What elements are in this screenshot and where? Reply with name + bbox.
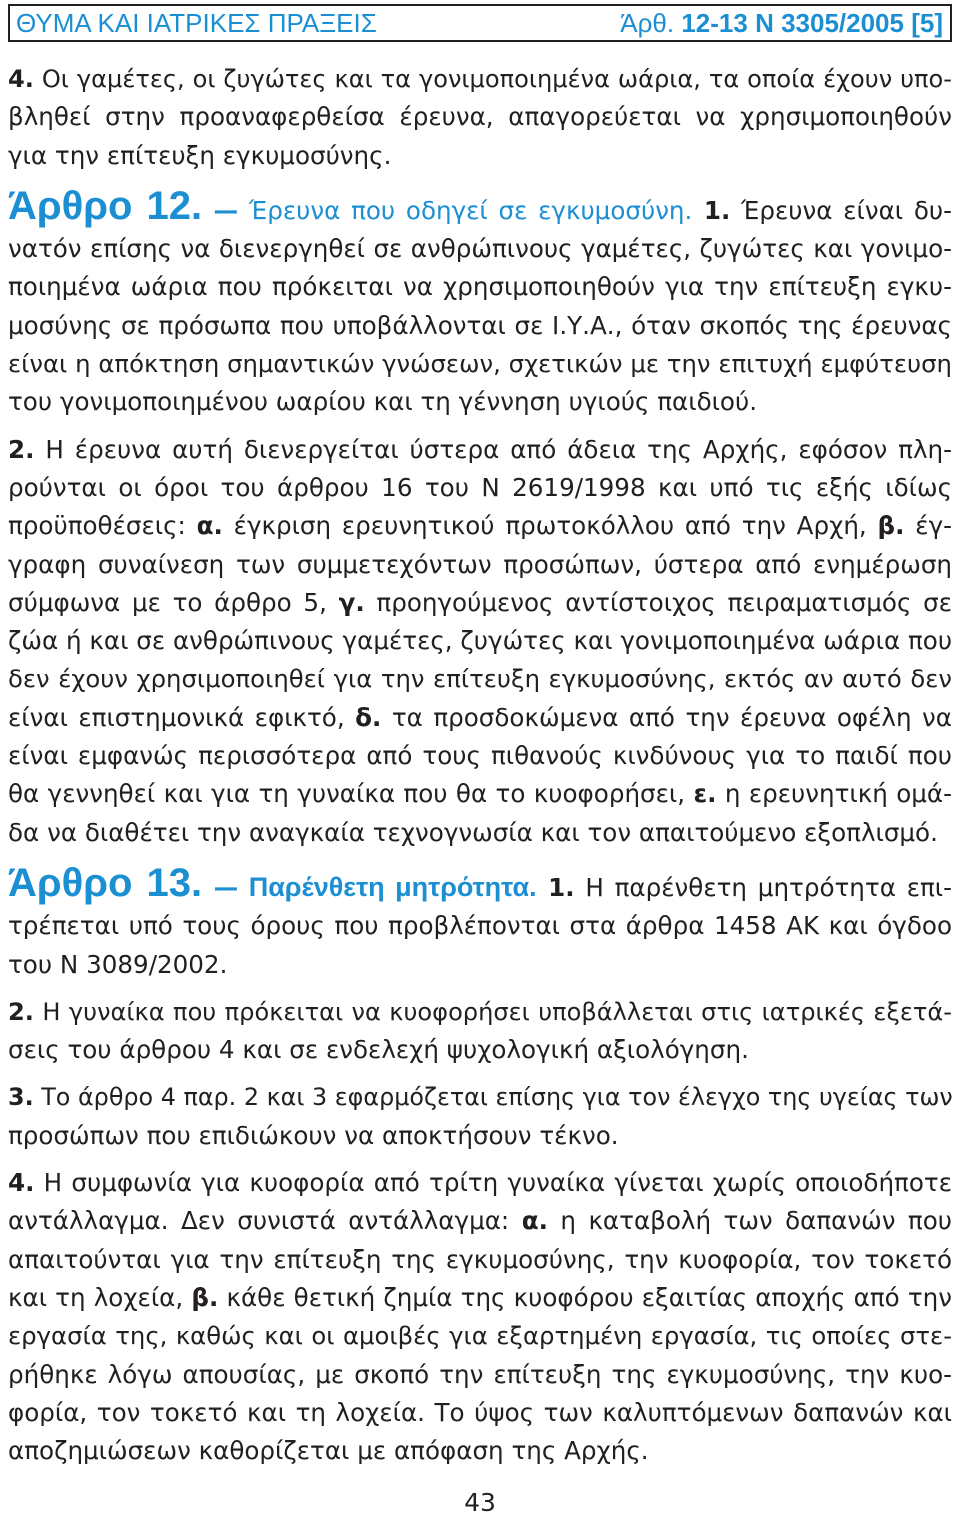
item-letter: α. xyxy=(196,511,223,541)
paragraph-number: 4. xyxy=(8,65,34,93)
text-line: δεν έχουν χρησιμοποιηθεί για την επίτευξη εγκυμοσύνης, εκτός αν αυτό δεν xyxy=(8,664,952,694)
text-line: ζώα ή και σε ανθρώπινους γαμέτες, ζυγώτες και γονιμοποιημένα ωάρια που xyxy=(8,626,953,656)
text-line: είναι επιστημονικά εφικτό, δ. τα προσδοκώμενα από την έρευνα οφέλη να xyxy=(8,702,952,732)
item-letter: α. xyxy=(521,1206,548,1236)
text-line: νατόν επίσης να διενεργηθεί σε ανθρώπινους γαμέτες, ζυγώτες και γονιμο- xyxy=(8,234,952,264)
article-12-paragraph-2 xyxy=(8,431,952,852)
text-line: 4. Η συμφωνία για κυοφορία από τρίτη γυναίκα γίνεται χωρίς οποιοδήποτε xyxy=(8,1168,952,1198)
item-letter: δ. xyxy=(355,702,382,732)
text-line: για την επίτευξη εγκυμοσύνης. xyxy=(8,140,392,170)
header-section-title: ΘΥΜΑ ΚΑΙ ΙΑΤΡΙΚΕΣ ΠΡΑΞΕΙΣ xyxy=(16,7,377,38)
text-line: Άρθρο 13. — Παρένθετη μητρότητα. 1. Η παρένθετη μητρότητα επι- xyxy=(8,860,952,905)
text-line: βληθεί στην προαναφερθείσα έρευνα, απαγορεύεται να χρησιμοποιηθούν xyxy=(8,102,952,132)
text-line: σύμφωνα με το άρθρο 5, γ. προηγούμενος αντίστοιχος πειραματισμός σε xyxy=(8,587,952,617)
header-article-ref xyxy=(620,8,943,39)
header-art-prefix: Άρθ. xyxy=(620,7,675,38)
text-line: τρέπεται υπό τους όρους που προβλέπονται στα άρθρα 1458 ΑΚ και όγδοο xyxy=(8,911,952,941)
item-letter: ε. xyxy=(693,779,717,809)
item-letter: β. xyxy=(877,511,905,541)
article-12-title: Άρθρο 12. xyxy=(8,183,203,228)
page-number: 43 xyxy=(464,1488,496,1517)
article-13-title: Άρθρο 13. xyxy=(8,860,203,905)
heading-dash: — xyxy=(202,195,239,225)
text-line: Άρθρο 12. — Έρευνα που οδηγεί σε εγκυμοσύνη. 1. Έρευνα είναι δυ- xyxy=(8,183,952,228)
text-line: και τη λοχεία, β. κάθε θετική ζημία της κυοφόρου εξαιτίας αποχής από την xyxy=(8,1282,952,1312)
header-law: Ν 3305/2005 xyxy=(755,7,904,38)
text-line: είναι η απόκτηση σημαντικών γνώσεων, σχετικών με την επιτυχή εμφύτευση xyxy=(8,349,952,379)
paragraph-number: 2. xyxy=(8,434,35,464)
text-line: φορία, τον τοκετό και τη λοχεία. Το ύψος των καλυπτόμενων δαπανών και xyxy=(8,1397,952,1427)
text-line: 2. Η έρευνα αυτή διενεργείται ύστερα από άδεια της Αρχής, εφόσον πλη- xyxy=(8,434,952,464)
text-line: δα να διαθέτει την αναγκαία τεχνογνωσία και τον απαιτούμενο εξοπλισμό. xyxy=(8,817,938,847)
text-line: του γονιμοποιημένου ωαρίου και τη γέννηση υγιούς παιδιού. xyxy=(8,387,758,417)
header-ref: [5] xyxy=(911,7,943,38)
text-line: 2. Η γυναίκα που πρόκειται να κυοφορήσει υποβάλλεται στις ιατρικές εξετά- xyxy=(8,997,952,1026)
text-line: αποζημιώσεων καθορίζεται με απόφαση της Αρχής. xyxy=(8,1436,649,1466)
text-line: 3. Το άρθρο 4 παρ. 2 και 3 εφαρμόζεται επίσης για τον έλεγχο της υγείας των xyxy=(8,1083,953,1112)
article-13-paragraph-2 xyxy=(8,993,952,1070)
text-line: ρήθηκε λόγω απουσίας, με σκοπό την επίτευξη της εγκυμοσύνης, την κυο- xyxy=(8,1359,952,1389)
article-13-paragraph-3 xyxy=(8,1078,952,1155)
paragraph-prev-4 xyxy=(8,60,952,175)
paragraph-number: 2. xyxy=(8,997,34,1026)
header-art-range: 12-13 xyxy=(681,7,748,38)
text-line: σεις του άρθρου 4 και σε ενδελεχή ψυχολογική αξιολόγηση. xyxy=(8,1035,749,1065)
text-line: ρούνται οι όροι του άρθρου 16 του Ν 2619/1998 και υπό τις εξής ιδίως xyxy=(8,472,952,502)
article-13-heading: Παρένθετη μητρότητα. xyxy=(238,871,537,902)
text-line: του Ν 3089/2002. xyxy=(8,949,228,979)
text-line: γραφη συναίνεση των συμμετεχόντων προσώπων, ύστερα από ενημέρωση xyxy=(8,549,952,579)
item-letter: β. xyxy=(191,1282,219,1312)
text-line: προϋποθέσεις: α. έγκριση ερευνητικού πρωτοκόλλου από την Αρχή, β. έγ- xyxy=(8,511,952,541)
article-12-heading: Έρευνα που οδηγεί σε εγκυμοσύνη. xyxy=(238,195,693,225)
text-line: μοσύνης σε πρόσωπα που υποβάλλονται σε Ι.Υ.Α., όταν σκοπός της έρευνας xyxy=(8,310,952,340)
text-line: ποιημένα ωάρια που πρόκειται να χρησιμοποιηθούν για την επίτευξη εγκυ- xyxy=(8,272,952,302)
running-header xyxy=(8,4,952,42)
text-line: απαιτούνται για την επίτευξη της εγκυμοσύνης, την κυοφορία, τον τοκετό xyxy=(8,1244,952,1274)
item-letter: γ. xyxy=(338,587,365,617)
text-line: 4. Οι γαμέτες, οι ζυγώτες και τα γονιμοποιημένα ωάρια, τα οποία έχουν υπο- xyxy=(8,65,952,93)
paragraph-number: 1. xyxy=(692,195,731,225)
paragraph-number: 3. xyxy=(8,1083,34,1112)
text-line: αντάλλαγμα. Δεν συνιστά αντάλλαγμα: α. η καταβολή των δαπανών που xyxy=(8,1206,952,1236)
article-12 xyxy=(8,183,952,422)
heading-dash: — xyxy=(202,872,239,902)
text-line: είναι εμφανώς περισσότερα από τους πιθανούς κινδύνους για το παιδί που xyxy=(8,741,952,771)
paragraph-number: 1. xyxy=(536,872,575,902)
text-line: προσώπων που επιδιώκουν να αποκτήσουν τέκνο. xyxy=(8,1120,619,1150)
text-line: θα γεννηθεί και για τη γυναίκα που θα το κυοφορήσει, ε. η ερευνητική ομά- xyxy=(8,779,952,809)
article-13-paragraph-4 xyxy=(8,1164,952,1470)
article-13 xyxy=(8,860,952,984)
paragraph-number: 4. xyxy=(8,1168,35,1198)
text-line: εργασία της, καθώς και οι αμοιβές για εξαρτημένη εργασία, τις οποίες στε- xyxy=(8,1321,952,1351)
